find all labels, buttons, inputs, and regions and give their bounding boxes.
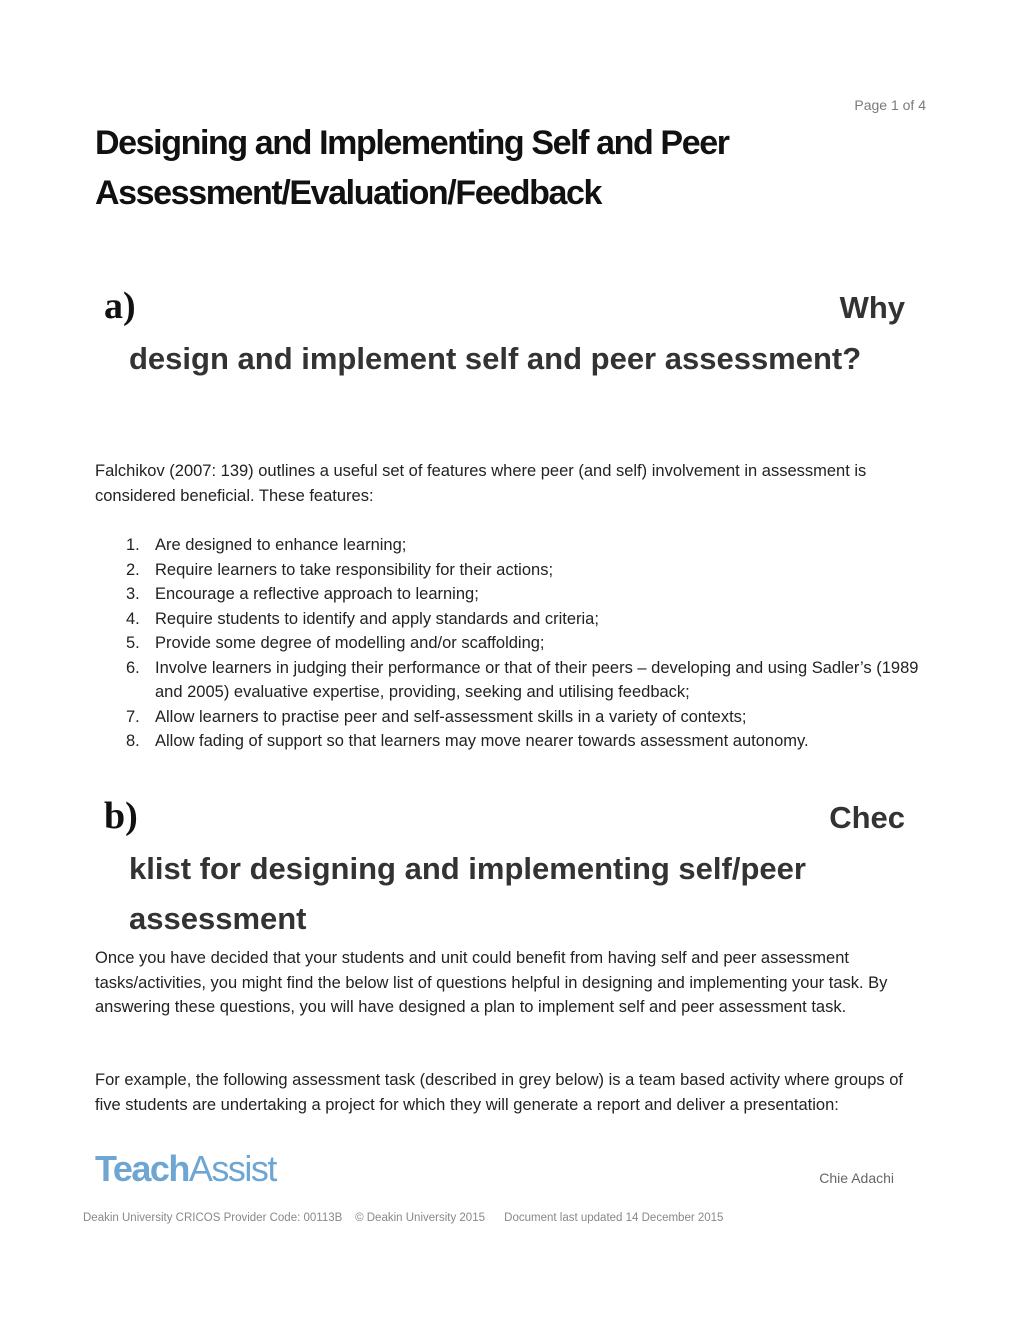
list-text: Require students to identify and apply standards and criteria; [155,609,599,628]
list-item [95,631,925,656]
document-title: Designing and Implementing Self and Peer Assessment/Evaluation/Feedback [95,124,729,212]
section-b-heading [0,792,1020,952]
list-text: Provide some degree of modelling and/or scaffolding; [155,634,545,652]
list-number: 7. [126,707,140,726]
list-number: 5. [126,634,140,652]
list-number: 2. [126,560,140,579]
list-item [95,607,925,632]
author-name: Chie Adachi [819,1170,894,1186]
list-number: 3. [126,585,140,603]
list-item [95,656,925,705]
section-b-paragraph-2: For example, the following assessment task (described in grey below) is a team based activity where groups of five students are undertaking a project for which they will generate a report and deliver a presentation: [95,1071,903,1114]
list-item [95,558,925,583]
footer-updated: Document last updated 14 December 2015 [504,1212,724,1224]
list-number: 6. [126,658,140,677]
intro-paragraph: Falchikov (2007: 139) outlines a useful set of features where peer (and self) involvement in assessment is considered beneficial. These features: [95,462,867,505]
footer [83,1212,723,1224]
list-item [95,582,925,607]
section-b-word-right: Chec [829,800,905,835]
logo-part-assist: Assist [188,1148,276,1189]
section-a-letter: a) [104,285,136,327]
logo-part-teach: Teach [95,1148,189,1189]
list-text: Are designed to enhance learning; [155,536,407,554]
list-item [95,705,925,730]
section-a-heading-rest: design and implement self and peer assessment? [129,341,862,376]
section-b-paragraph-1: Once you have decided that your students and unit could benefit from having self and peer assessment tasks/activities, you might find the below list of questions helpful in designing and implementing your task. By answering these questions, you will have designed a plan to implement self and peer assessment task. [95,949,888,1016]
list-number: 4. [126,609,140,628]
list-text: Involve learners in judging their performance or that of their peers – developing and using Sadler’s (1989 and 2005) evaluative expertise, providing, seeking and utilising feedback; [155,658,919,701]
footer-copyright: © Deakin University 2015 [355,1212,485,1224]
list-text: Allow learners to practise peer and self-assessment skills in a variety of contexts; [155,707,747,726]
section-a-heading [0,282,1020,442]
features-list [95,533,925,754]
list-text: Allow fading of support so that learners may move nearer towards assessment autonomy. [155,732,809,750]
teachassist-logo [95,1149,276,1189]
section-a-word-right: Why [839,290,905,325]
page-number: Page 1 of 4 [854,97,926,113]
section-b-letter: b) [104,795,138,837]
list-text: Require learners to take responsibility for their actions; [155,560,554,579]
list-item [95,729,925,754]
list-item [95,533,925,558]
list-number: 8. [126,732,140,750]
list-text: Encourage a reflective approach to learning; [155,585,479,603]
footer-cricos: Deakin University CRICOS Provider Code: 00113B [83,1212,343,1224]
section-b-heading-rest: klist for designing and implementing self/peer assessment [129,851,806,936]
list-number: 1. [126,536,140,554]
